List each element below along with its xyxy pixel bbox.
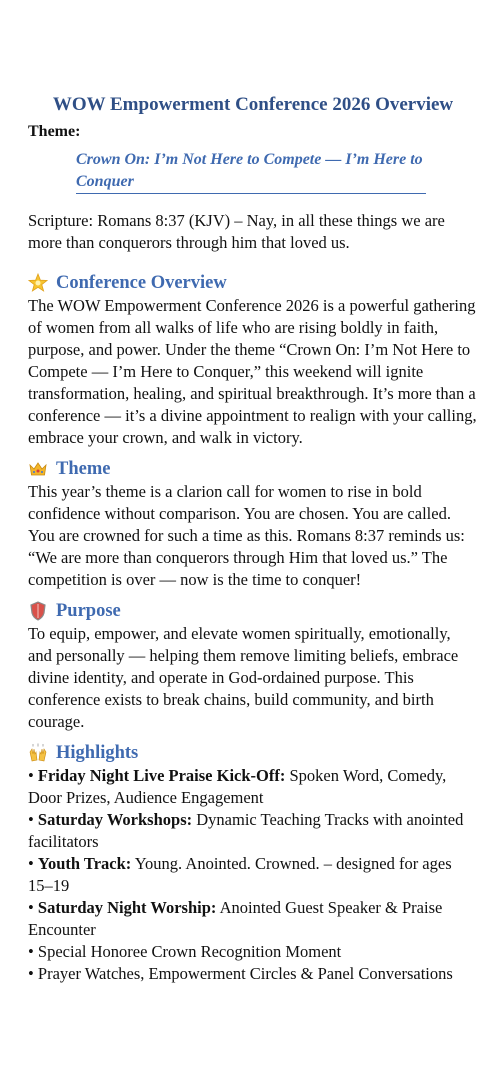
overview-body: The WOW Empowerment Conference 2026 is a powerful gathering of women from all walks of life who are rising boldly in faith, purpose, and power. Under the theme “Crown On: I’m Not Here to Compete — I’m Here to Conquer,” this weekend will ignite transformation, healing, and spiritual breakthrough. It’s more than a conference — it’s a divine appointment to realign with your calling, embrace your crown, and walk in victory. <box>28 295 477 447</box>
highlights-list <box>28 765 478 985</box>
section-heading-overview <box>28 271 478 295</box>
list-item: • Prayer Watches, Empowerment Circles & Panel Conversations <box>28 963 453 983</box>
scripture-text: Scripture: Romans 8:37 (KJV) – Nay, in all these things we are more than conquerors through him that loved us. <box>28 211 445 252</box>
section-heading-highlights <box>28 741 478 765</box>
purpose-body: To equip, empower, and elevate women spiritually, emotionally, and personally — helping them remove limiting beliefs, embrace divine identity, and operate in God-ordained purpose. This conference exists to break chains, build community, and birth courage. <box>28 623 459 731</box>
section-heading-text: Theme <box>56 458 111 479</box>
star-icon <box>28 273 48 293</box>
document-title: WOW Empowerment Conference 2026 Overview <box>52 94 454 115</box>
shield-icon <box>28 601 48 621</box>
section-heading-text: Highlights <box>56 742 139 763</box>
raised-hands-icon <box>28 743 48 763</box>
list-item: • Friday Night Live Praise Kick-Off: Spoken Word, Comedy, Door Prizes, Audience Engagement <box>28 765 447 807</box>
list-item: • Youth Track: Young. Anointed. Crowned. – designed for ages 15–19 <box>28 853 452 895</box>
theme-label: Theme: <box>28 123 81 140</box>
section-heading-purpose <box>28 599 478 623</box>
document-page <box>28 92 478 985</box>
theme-body: This year’s theme is a clarion call for women to rise in bold confidence without comparison. You are chosen. You are called. You are crowned for such a time as this. Romans 8:37 reminds us: “We are more than conquerors through Him that loved us.” The competition is over — now is the time to conquer! <box>28 481 465 589</box>
theme-text: Crown On: I’m Not Here to Compete — I’m Here to Conquer <box>76 149 426 194</box>
section-heading-theme <box>28 457 478 481</box>
list-item: • Special Honoree Crown Recognition Moment <box>28 941 342 961</box>
list-item: • Saturday Workshops: Dynamic Teaching Tracks with anointed facilitators <box>28 809 464 851</box>
section-heading-text: Conference Overview <box>56 272 227 293</box>
list-item: • Saturday Night Worship: Anointed Guest Speaker & Praise Encounter <box>28 897 443 939</box>
crown-icon <box>28 459 48 479</box>
section-heading-text: Purpose <box>56 600 121 621</box>
